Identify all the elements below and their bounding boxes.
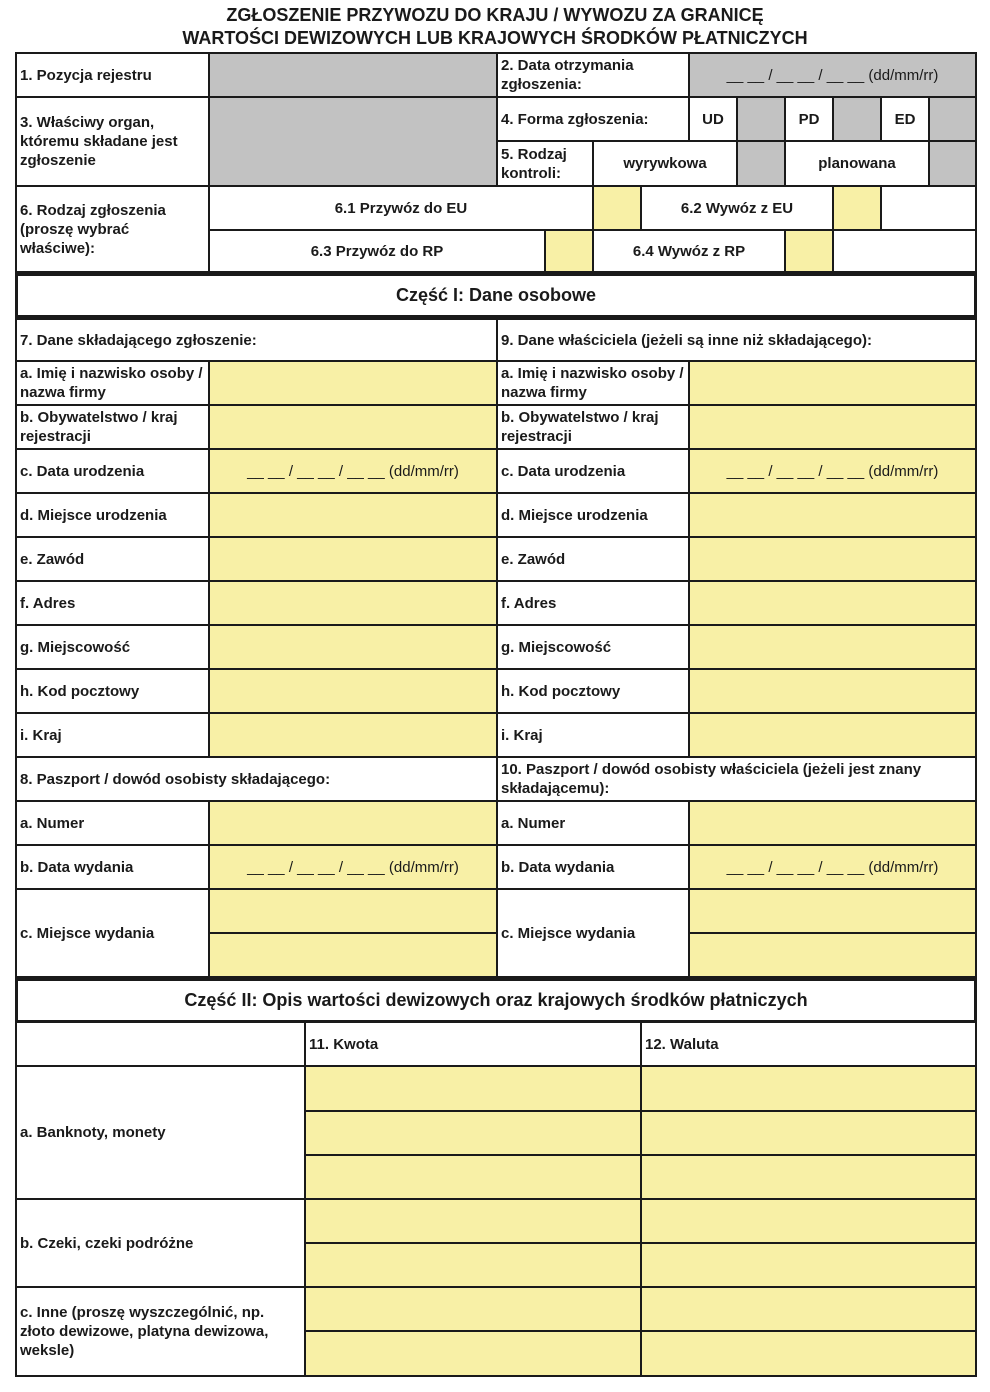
option-import-eu-checkbox[interactable] [592, 185, 642, 231]
declarant-name-input[interactable] [208, 360, 498, 406]
option-export-eu-checkbox[interactable] [832, 185, 882, 231]
blank-header-cell [15, 1021, 306, 1067]
option-import-rp-label: 6.3 Przywóz do RP [208, 229, 546, 273]
form-title-line2: WARTOŚCI DEWIZOWYCH LUB KRAJOWYCH ŚRODKÓW PŁATNICZYCH [182, 28, 808, 48]
label-owner-name: a. Imię i nazwisko osoby / nazwa firmy [496, 360, 690, 406]
owner-city-input[interactable] [688, 624, 977, 670]
label-declaration-form: 4. Forma zgłoszenia: [496, 96, 690, 142]
label-declarant-city: g. Miejscowość [15, 624, 210, 670]
other-amount-input-2[interactable] [304, 1330, 642, 1377]
label-owner-country: i. Kraj [496, 712, 690, 758]
other-currency-input-2[interactable] [640, 1330, 977, 1377]
label-declarant-name: a. Imię i nazwisko osoby / nazwa firmy [15, 360, 210, 406]
owner-doc-issue-place-input-2[interactable] [688, 932, 977, 978]
label-declarant-birth-place: d. Miejsce urodzenia [15, 492, 210, 538]
label-owner-birth-place: d. Miejsce urodzenia [496, 492, 690, 538]
cheques-currency-input-2[interactable] [640, 1242, 977, 1288]
option-random-label: wyrywkowa [592, 140, 738, 187]
banknotes-amount-input-1[interactable] [304, 1065, 642, 1112]
cheques-currency-input-1[interactable] [640, 1198, 977, 1244]
label-owner-doc-number: a. Numer [496, 800, 690, 846]
part1-heading: Część I: Dane osobowe [15, 273, 977, 318]
label-owner-passport: 10. Paszport / dowód osobisty właściciela (jeżeli jest znany składającemu): [496, 756, 977, 802]
label-owner-address: f. Adres [496, 580, 690, 626]
label-owner-data: 9. Dane właściciela (jeżeli są inne niż składającego): [496, 318, 977, 362]
registry-position-field[interactable] [208, 52, 498, 98]
declarant-birth-place-input[interactable] [208, 492, 498, 538]
option-random-checkbox[interactable] [736, 140, 786, 187]
banknotes-amount-input-3[interactable] [304, 1154, 642, 1200]
date-received-field[interactable]: __ __ / __ __ / __ __ (dd/mm/rr) [688, 52, 977, 98]
label-registry-position: 1. Pozycja rejestru [15, 52, 210, 98]
cheques-amount-input-1[interactable] [304, 1198, 642, 1244]
option-ud-label: UD [688, 96, 738, 142]
label-amount-column: 11. Kwota [304, 1021, 642, 1067]
cheques-amount-input-2[interactable] [304, 1242, 642, 1288]
declarant-occupation-input[interactable] [208, 536, 498, 582]
label-declarant-country: i. Kraj [15, 712, 210, 758]
owner-doc-issue-place-input-1[interactable] [688, 888, 977, 934]
other-amount-input-1[interactable] [304, 1286, 642, 1332]
banknotes-currency-input-3[interactable] [640, 1154, 977, 1200]
label-owner-city: g. Miejscowość [496, 624, 690, 670]
label-declarant-data: 7. Dane składającego zgłoszenie: [15, 318, 498, 362]
declarant-country-input[interactable] [208, 712, 498, 758]
label-banknotes-coins: a. Banknoty, monety [15, 1065, 306, 1200]
label-owner-citizenship: b. Obywatelstwo / kraj rejestracji [496, 404, 690, 450]
owner-country-input[interactable] [688, 712, 977, 758]
option-planned-checkbox[interactable] [928, 140, 977, 187]
other-currency-input-1[interactable] [640, 1286, 977, 1332]
option-pd-label: PD [784, 96, 834, 142]
form-title-line1: ZGŁOSZENIE PRZYWOZU DO KRAJU / WYWOZU ZA GRANICĘ [226, 5, 764, 25]
option-pd-checkbox[interactable] [832, 96, 882, 142]
label-declarant-occupation: e. Zawód [15, 536, 210, 582]
competent-authority-field[interactable] [208, 96, 498, 187]
owner-birth-place-input[interactable] [688, 492, 977, 538]
label-declarant-birth-date: c. Data urodzenia [15, 448, 210, 494]
banknotes-currency-input-2[interactable] [640, 1110, 977, 1156]
label-date-received: 2. Data otrzymania zgłoszenia: [496, 52, 690, 98]
label-owner-occupation: e. Zawód [496, 536, 690, 582]
owner-doc-number-input[interactable] [688, 800, 977, 846]
declarant-doc-issue-date-input[interactable]: __ __ / __ __ / __ __ (dd/mm/rr) [208, 844, 498, 890]
owner-name-input[interactable] [688, 360, 977, 406]
option-export-eu-label: 6.2 Wywóz z EU [640, 185, 834, 231]
label-declarant-passport: 8. Paszport / dowód osobisty składającego: [15, 756, 498, 802]
label-owner-doc-issue-place: c. Miejsce wydania [496, 888, 690, 978]
label-declarant-address: f. Adres [15, 580, 210, 626]
label-declarant-doc-issue-place: c. Miejsce wydania [15, 888, 210, 978]
option-planned-label: planowana [784, 140, 930, 187]
owner-birth-date-input[interactable]: __ __ / __ __ / __ __ (dd/mm/rr) [688, 448, 977, 494]
declarant-postal-code-input[interactable] [208, 668, 498, 714]
label-currency-column: 12. Waluta [640, 1021, 977, 1067]
owner-address-input[interactable] [688, 580, 977, 626]
label-owner-postal-code: h. Kod pocztowy [496, 668, 690, 714]
label-control-type: 5. Rodzaj kontroli: [496, 140, 594, 187]
option-import-rp-checkbox[interactable] [544, 229, 594, 273]
label-competent-authority: 3. Właściwy organ, któremu składane jest zgłoszenie [15, 96, 210, 187]
option-ed-label: ED [880, 96, 930, 142]
declarant-city-input[interactable] [208, 624, 498, 670]
option-ud-checkbox[interactable] [736, 96, 786, 142]
option-import-eu-label: 6.1 Przywóz do EU [208, 185, 594, 231]
label-cheques: b. Czeki, czeki podróżne [15, 1198, 306, 1288]
label-other: c. Inne (proszę wyszczególnić, np. złoto dewizowe, platyna dewizowa, weksle) [15, 1286, 306, 1377]
label-declaration-type: 6. Rodzaj zgłoszenia (proszę wybrać właściwe): [15, 185, 210, 273]
option-export-rp-checkbox[interactable] [784, 229, 834, 273]
owner-citizenship-input[interactable] [688, 404, 977, 450]
declarant-citizenship-input[interactable] [208, 404, 498, 450]
declarant-doc-issue-place-input-2[interactable] [208, 932, 498, 978]
label-owner-birth-date: c. Data urodzenia [496, 448, 690, 494]
declarant-doc-issue-place-input-1[interactable] [208, 888, 498, 934]
label-owner-doc-issue-date: b. Data wydania [496, 844, 690, 890]
declarant-address-input[interactable] [208, 580, 498, 626]
label-declarant-postal-code: h. Kod pocztowy [15, 668, 210, 714]
label-declarant-citizenship: b. Obywatelstwo / kraj rejestracji [15, 404, 210, 450]
option-export-rp-label: 6.4 Wywóz z RP [592, 229, 786, 273]
owner-postal-code-input[interactable] [688, 668, 977, 714]
declarant-birth-date-input[interactable]: __ __ / __ __ / __ __ (dd/mm/rr) [208, 448, 498, 494]
label-declarant-doc-issue-date: b. Data wydania [15, 844, 210, 890]
banknotes-amount-input-2[interactable] [304, 1110, 642, 1156]
blank-cell [832, 229, 977, 273]
blank-cell [880, 185, 977, 231]
banknotes-currency-input-1[interactable] [640, 1065, 977, 1112]
option-ed-checkbox[interactable] [928, 96, 977, 142]
label-declarant-doc-number: a. Numer [15, 800, 210, 846]
declarant-doc-number-input[interactable] [208, 800, 498, 846]
part2-heading: Część II: Opis wartości dewizowych oraz krajowych środków płatniczych [15, 978, 977, 1023]
owner-doc-issue-date-input[interactable]: __ __ / __ __ / __ __ (dd/mm/rr) [688, 844, 977, 890]
owner-occupation-input[interactable] [688, 536, 977, 582]
